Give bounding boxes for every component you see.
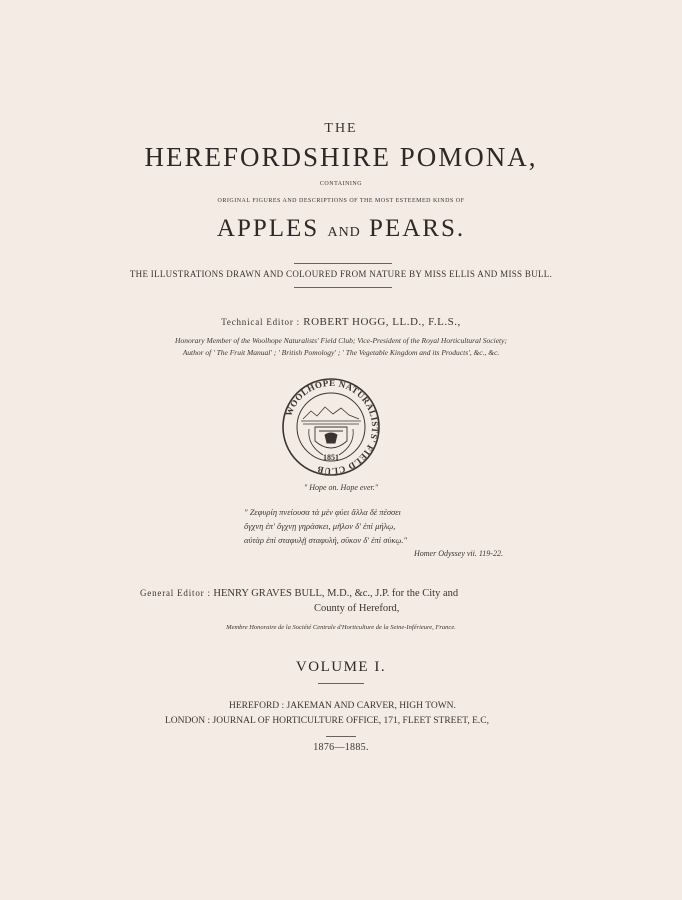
- greek-quote-line-2: ὄγχνη ἐπ' ὄγχνῃ γηράσκει, μῆλον δ' ἐπὶ μήλῳ,: [244, 521, 396, 531]
- divider-rule: [294, 263, 392, 264]
- general-editor-county: County of Hereford,: [314, 603, 400, 614]
- general-editor-label: General Editor :: [140, 588, 211, 598]
- technical-editor-honors-2: Author of ' The Fruit Manual' ; ' British Pomology' ; ' The Vegetable Kingdom and its Products', &c., &c.: [182, 348, 500, 357]
- general-editor-name: HENRY GRAVES BULL, M.D., &c., J.P. for the City and: [213, 588, 459, 599]
- pears-word: PEARS.: [369, 215, 466, 242]
- publication-years: 1876—1885.: [313, 742, 369, 753]
- quote-source: Homer Odyssey vii. 119-22.: [414, 549, 503, 558]
- subtitle-original-figures: ORIGINAL FIGURES AND DESCRIPTIONS OF THE MOST ESTEEMED KINDS OF: [217, 198, 465, 204]
- seal-motto: " Hope on. Hope ever.": [303, 483, 379, 492]
- containing-label: CONTAINING: [319, 181, 363, 187]
- book-title: HEREFORDSHIRE POMONA,: [144, 142, 538, 172]
- greek-quote-line-1: " Ζεφυρίη πνείουσα τὰ μὲν φύει ἄλλα δὲ πέσσει: [244, 507, 401, 517]
- apples-word: APPLES: [216, 215, 320, 242]
- volume-label: VOLUME I.: [295, 659, 387, 675]
- seal-landscape: [301, 407, 361, 424]
- divider-rule: [318, 683, 364, 684]
- club-seal: [281, 377, 381, 477]
- publisher-hereford: HEREFORD : JAKEMAN AND CARVER, HIGH TOWN.: [229, 701, 456, 711]
- divider-rule: [294, 287, 392, 288]
- general-editor-membership: Membre Honoraire de la Société Centrale d'Horticulture de la Seine-Inférieure, France.: [226, 624, 456, 631]
- and-word: AND: [327, 225, 361, 240]
- illustrations-credit: THE ILLUSTRATIONS DRAWN AND COLOURED FROM NATURE BY MISS ELLIS AND MISS BULL.: [129, 269, 553, 279]
- technical-editor-honors-1: Honorary Member of the Woolhope Naturalists' Field Club; Vice-President of the Royal Horticultural Society;: [175, 336, 507, 345]
- title-the: THE: [324, 121, 358, 136]
- divider-rule: [326, 736, 356, 737]
- seal-year: 1851: [323, 453, 339, 462]
- seal-ring-text: WOOLHOPE NATURALISTS' FIELD CLUB: [283, 377, 381, 477]
- general-editor: [140, 588, 560, 599]
- technical-editor-name: ROBERT HOGG, LL.D., F.L.S.,: [303, 316, 461, 328]
- technical-editor: [0, 316, 682, 328]
- publisher-london: LONDON : JOURNAL OF HORTICULTURE OFFICE, 171, FLEET STREET, E.C,: [165, 716, 490, 726]
- technical-editor-label: Technical Editor :: [221, 317, 300, 327]
- greek-quote-line-3: αὐτὰρ ἐπὶ σταφυλῇ σταφυλή, σῦκον δ' ἐπὶ σύκῳ.": [244, 535, 408, 545]
- apples-and-pears-title: [0, 215, 682, 243]
- seal-shield: [315, 427, 347, 448]
